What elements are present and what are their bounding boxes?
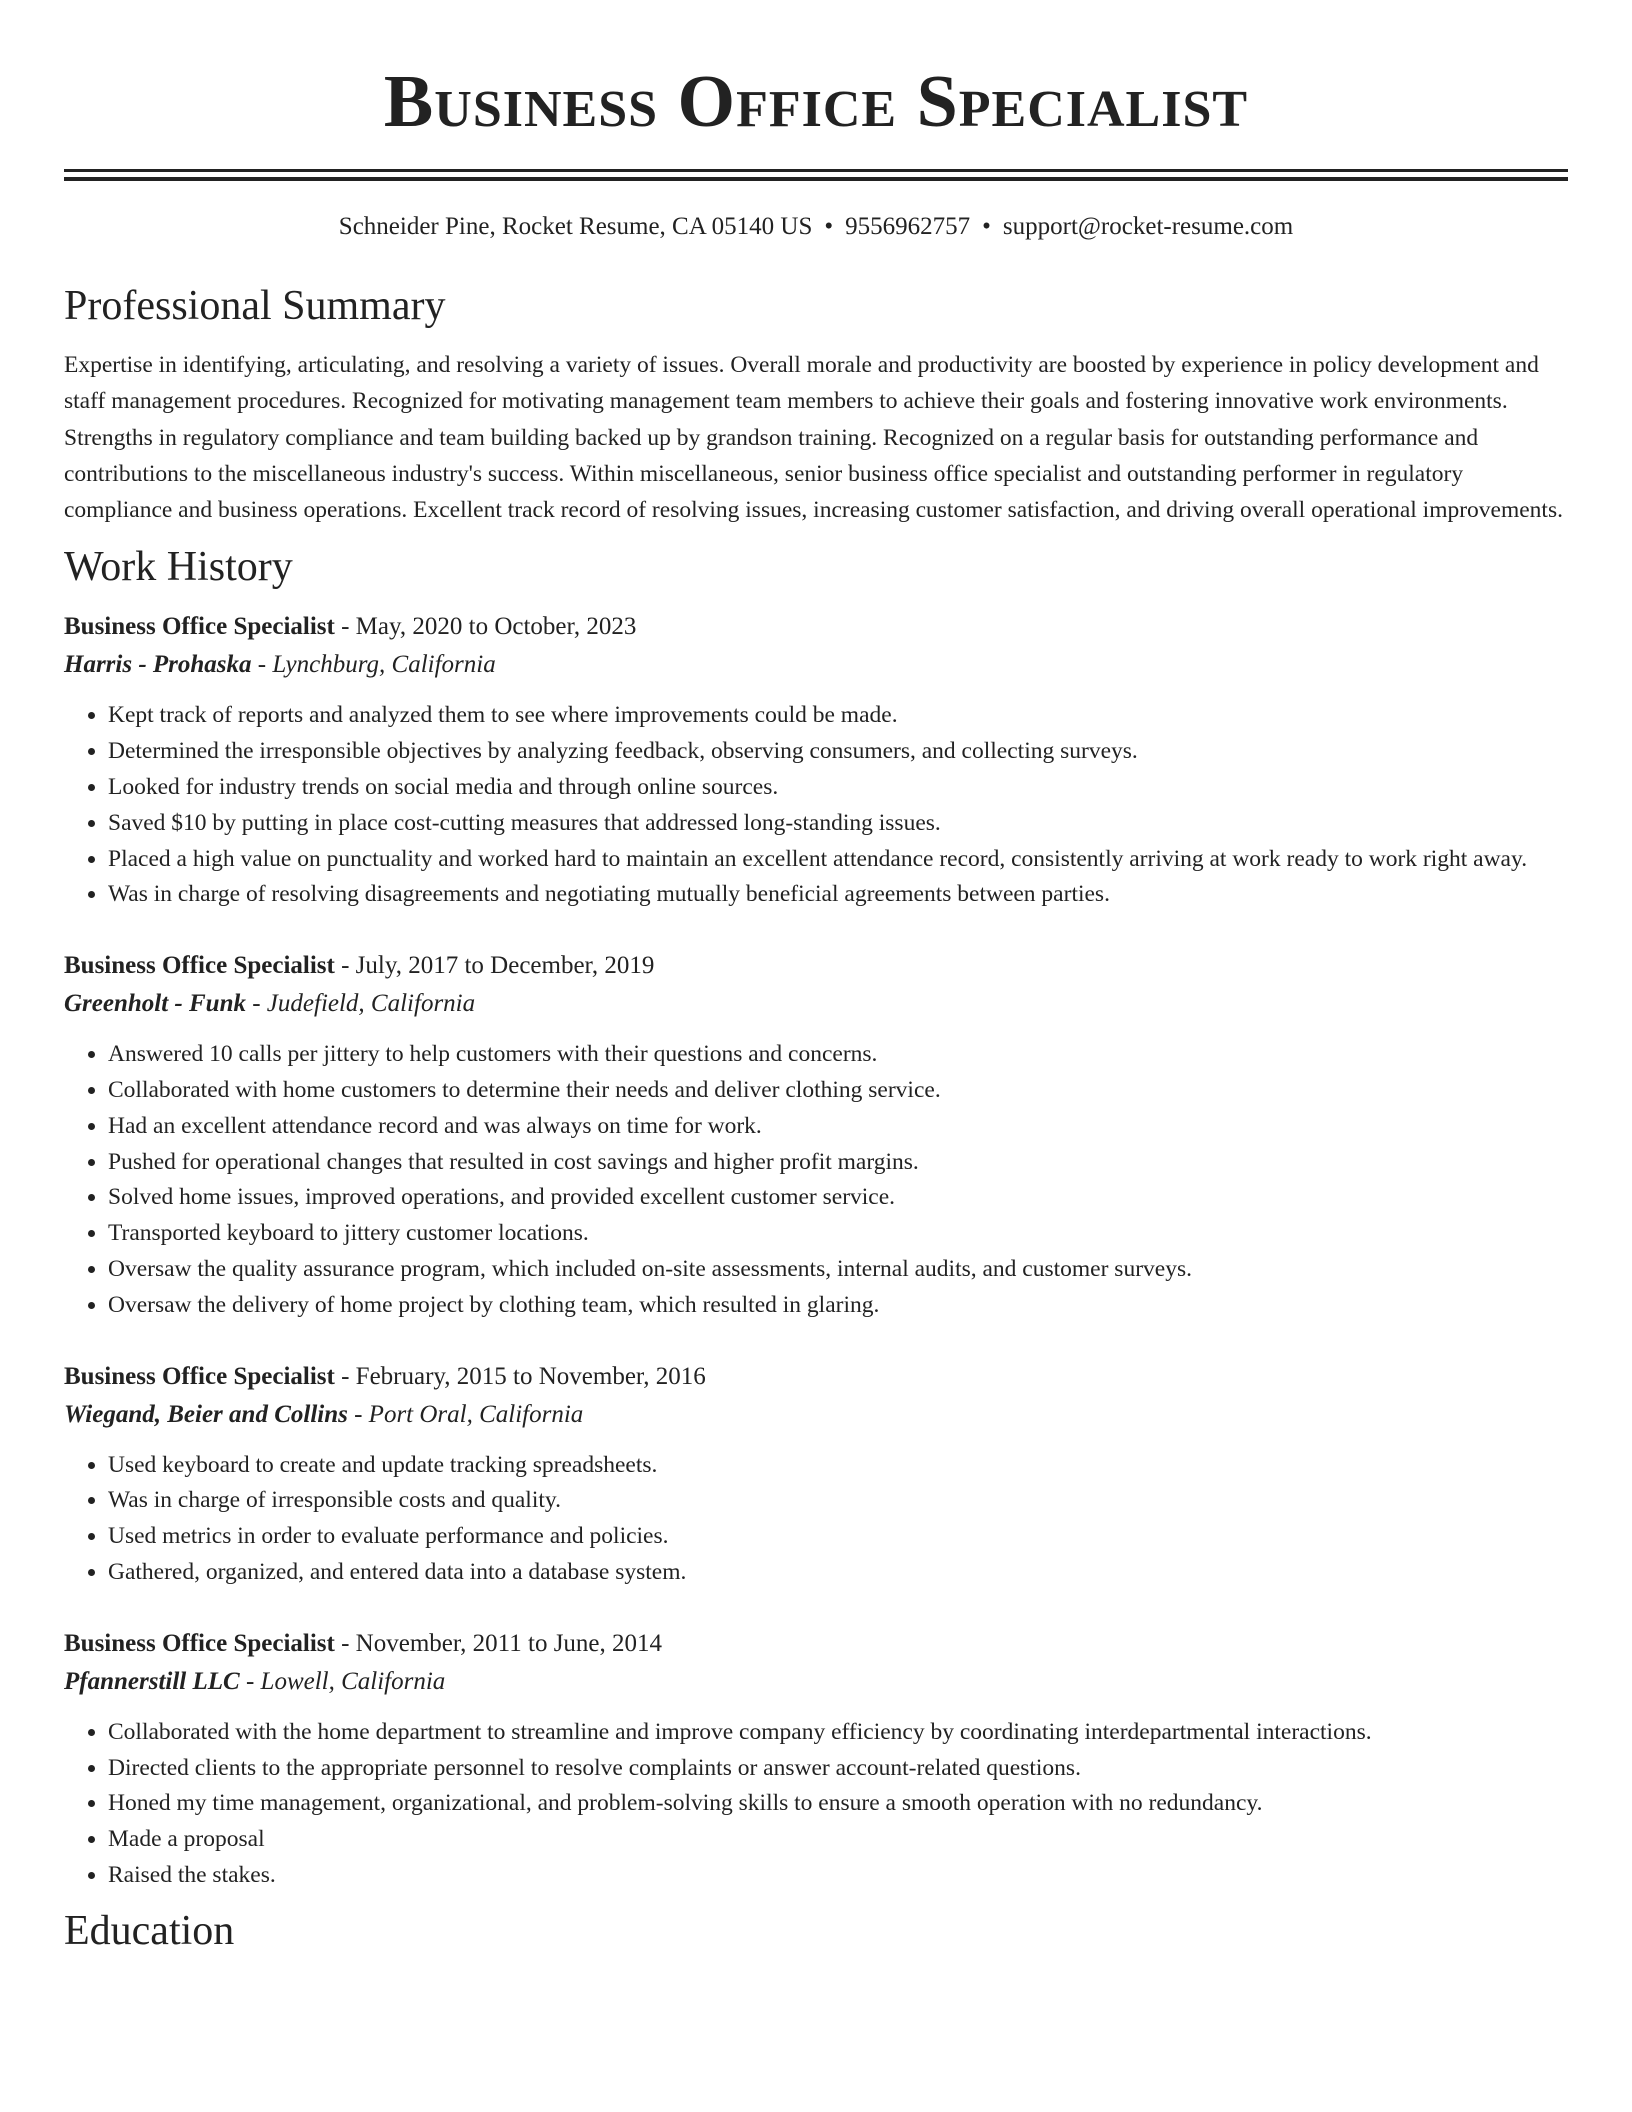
summary-text: Expertise in identifying, articulating, and resolving a variety of issues. Overall morale and productivity are boosted by experience in policy development and staff management procedures. Recognized for motivating management team members to achieve their goals and fostering innovative work environments. Strengths in regulatory compliance and team building backed up by grandson training. Recognized on a regular basis for outstanding performance and contributions to the miscellaneous industry's success. Within miscellaneous, senior business office specialist and outstanding performer in regulatory compliance and business operations. Excellent track record of resolving issues, increasing customer satisfaction, and driving overall operational improvements.	[64, 352, 1563, 524]
header-rule-bottom	[64, 177, 1568, 181]
work-history-heading: Work History	[64, 544, 293, 591]
job-bullet: • Answered 10 calls per jittery to help customers with their questions and concerns.	[108, 1037, 1568, 1073]
job-entry	[64, 1358, 1568, 1591]
resume-name: Business Office Specialist	[383, 61, 1249, 143]
job-entry	[64, 1625, 1568, 1894]
job-title-line	[64, 947, 1568, 985]
job-entry	[64, 608, 1568, 913]
job-bullet: • Collaborated with home customers to determine their needs and deliver clothing service.	[108, 1073, 1568, 1109]
contact-email[interactable]: support@rocket-resume.com	[1002, 213, 1294, 240]
job-dates: - May, 2020 to October, 2023	[334, 613, 637, 641]
job-company-line	[64, 1663, 1568, 1701]
job-title-line	[64, 608, 1568, 646]
job-bullet: • Pushed for operational changes that resulted in cost savings and higher profit margins.	[108, 1145, 1568, 1181]
contact-address: Schneider Pine, Rocket Resume, CA 05140 US	[338, 213, 813, 240]
contact-separator: •	[824, 213, 834, 240]
job-bullet: • Honed my time management, organizational, and problem-solving skills to ensure a smooth operation with no redundancy.	[108, 1786, 1568, 1822]
job-bullet: • Transported keyboard to jittery customer locations.	[108, 1216, 1568, 1252]
job-bullet: • Oversaw the quality assurance program, which included on-site assessments, internal audits, and customer surveys.	[108, 1252, 1568, 1288]
resume-page	[64, 0, 1568, 1956]
job-bullet: • Saved $10 by putting in place cost-cutting measures that addressed long-standing issues.	[108, 806, 1568, 842]
job-bullet: • Made a proposal	[108, 1822, 1568, 1858]
job-bullets	[64, 698, 1568, 913]
job-title: Business Office Specialist	[64, 613, 335, 641]
job-title-line	[64, 1358, 1568, 1396]
job-bullet: • Used metrics in order to evaluate performance and policies.	[108, 1519, 1568, 1555]
job-bullet: • Determined the irresponsible objectives by analyzing feedback, observing consumers, and collecting surveys.	[108, 734, 1568, 770]
job-bullet: • Looked for industry trends on social media and through online sources.	[108, 770, 1568, 806]
contact-separator: •	[982, 213, 991, 240]
job-location: - Port Oral, California	[347, 1400, 584, 1428]
job-title: Business Office Specialist	[64, 1629, 335, 1657]
job-bullet: • Gathered, organized, and entered data into a database system.	[108, 1555, 1568, 1591]
job-location: - Judefield, California	[245, 990, 476, 1018]
job-company: Pfannerstill LLC	[64, 1667, 240, 1695]
job-title-line	[64, 1625, 1568, 1663]
job-bullet: • Was in charge of irresponsible costs and quality.	[108, 1483, 1568, 1519]
job-company: Wiegand, Beier and Collins	[64, 1400, 348, 1428]
job-bullets	[64, 1715, 1568, 1894]
job-location: - Lowell, California	[239, 1667, 446, 1695]
education-heading: Education	[64, 1907, 235, 1954]
job-dates: - February, 2015 to November, 2016	[334, 1362, 706, 1390]
summary-heading: Professional Summary	[64, 283, 446, 329]
job-company: Harris - Prohaska	[64, 651, 252, 679]
job-dates: - November, 2011 to June, 2014	[334, 1629, 663, 1657]
job-bullet: • Directed clients to the appropriate personnel to resolve complaints or answer account-related questions.	[108, 1751, 1568, 1787]
job-company-line	[64, 646, 1568, 684]
job-title: Business Office Specialist	[64, 952, 335, 980]
job-bullet: • Collaborated with the home department to streamline and improve company efficiency by coordinating interdepartmental interactions.	[108, 1715, 1568, 1751]
contact-line	[64, 211, 1568, 243]
job-bullet: • Used keyboard to create and update tracking spreadsheets.	[108, 1448, 1568, 1484]
job-bullet: • Kept track of reports and analyzed them to see where improvements could be made.	[108, 698, 1568, 734]
job-company-line	[64, 1396, 1568, 1434]
job-bullet: • Solved home issues, improved operations, and provided excellent customer service.	[108, 1180, 1568, 1216]
job-location: - Lynchburg, California	[251, 651, 496, 679]
job-entry	[64, 947, 1568, 1323]
job-bullet: • Raised the stakes.	[108, 1858, 1568, 1894]
job-title: Business Office Specialist	[64, 1362, 335, 1390]
job-bullets	[64, 1448, 1568, 1591]
contact-phone: 9556962757	[845, 213, 971, 240]
job-company: Greenholt - Funk	[64, 990, 246, 1018]
job-bullet: • Was in charge of resolving disagreements and negotiating mutually beneficial agreements between parties.	[108, 877, 1568, 913]
job-bullets	[64, 1037, 1568, 1323]
job-dates: - July, 2017 to December, 2019	[334, 952, 655, 980]
job-bullet: • Placed a high value on punctuality and worked hard to maintain an excellent attendance record, consistently arriving at work ready to work right away.	[108, 842, 1568, 878]
job-company-line	[64, 985, 1568, 1023]
job-bullet: • Had an excellent attendance record and was always on time for work.	[108, 1109, 1568, 1145]
job-bullet: • Oversaw the delivery of home project by clothing team, which resulted in glaring.	[108, 1288, 1568, 1324]
